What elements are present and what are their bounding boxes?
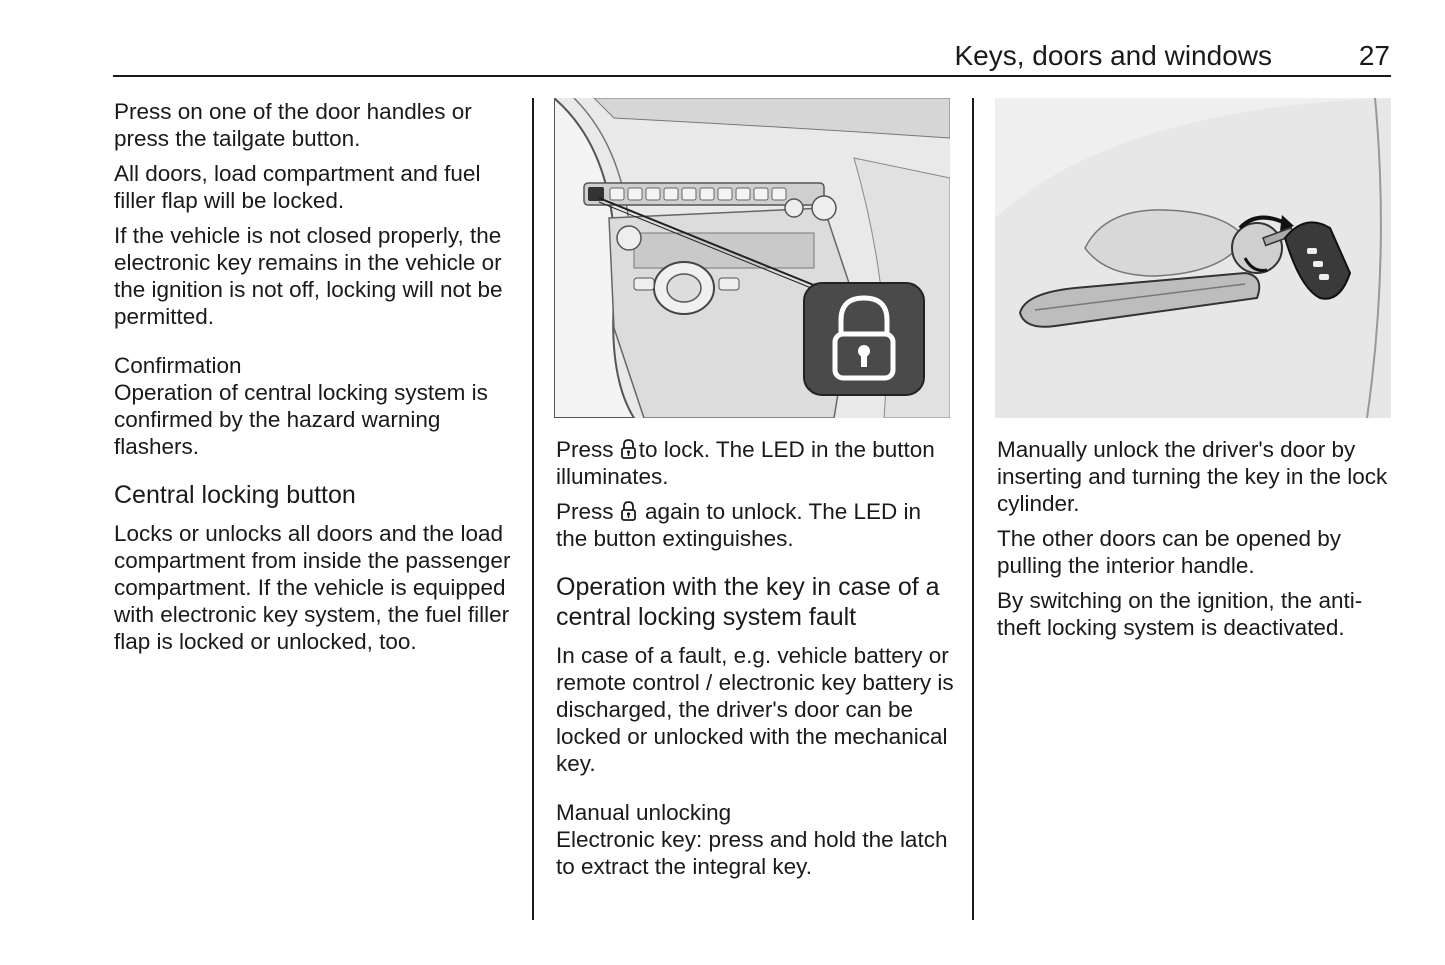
manually-unlock-text: Manually unlock the driver's door by inserting and turning the key in the lock cylinder.: [997, 437, 1388, 516]
column-divider-1: [532, 98, 534, 920]
column-2: [554, 98, 954, 888]
fault-heading: Operation with the key in case of a central locking system fault: [556, 573, 940, 631]
other-doors-text: The other doors can be opened by pulling the interior handle.: [997, 526, 1341, 578]
running-header-title: Keys, doors and windows: [954, 40, 1272, 71]
dashboard-lock-button-illustration: [554, 98, 950, 418]
lock-icon: [620, 438, 637, 460]
door-handle-key-illustration: [995, 98, 1391, 418]
header-rule: [113, 75, 1391, 77]
press-to-unlock-text: Press again to unlock. The LED in the button extinguishes.: [556, 499, 922, 551]
ignition-anti-theft-text: By switching on the ignition, the anti-theft locking system is deactivated.: [997, 588, 1363, 640]
confirmation-text: Operation of central locking system is confirmed by the hazard warning flashers.: [114, 380, 488, 459]
paragraph-all-locked: All doors, load compartment and fuel filler flap will be locked.: [114, 161, 481, 213]
fault-text: In case of a fault, e.g. vehicle battery or remote control / electronic key battery is discharged, the driver's door can be locked or unlocked with the mechanical key.: [556, 643, 954, 776]
column-3: [995, 98, 1395, 649]
manual-unlocking-heading: Manual unlocking: [556, 800, 732, 825]
paragraph-not-closed: If the vehicle is not closed properly, the electronic key remains in the vehicle or the ignition is not off, locking will not be permitted.: [114, 223, 503, 329]
central-locking-heading: Central locking button: [114, 481, 356, 509]
lock-icon: [620, 500, 637, 522]
column-1: [114, 98, 514, 663]
press-to-lock-text: Press to lock. The LED in the button illuminates.: [556, 437, 935, 489]
central-locking-text: Locks or unlocks all doors and the load compartment from inside the passenger compartment. If the vehicle is equipped with electronic key system, the fuel filler flap is locked or unlocked, too.: [114, 521, 511, 654]
page-number: 27: [1358, 40, 1390, 71]
paragraph-door-handles: Press on one of the door handles or press the tailgate button.: [114, 99, 472, 151]
confirmation-heading: Confirmation: [114, 353, 242, 378]
column-divider-2: [972, 98, 974, 920]
manual-unlocking-text: Electronic key: press and hold the latch to extract the integral key.: [556, 827, 948, 879]
